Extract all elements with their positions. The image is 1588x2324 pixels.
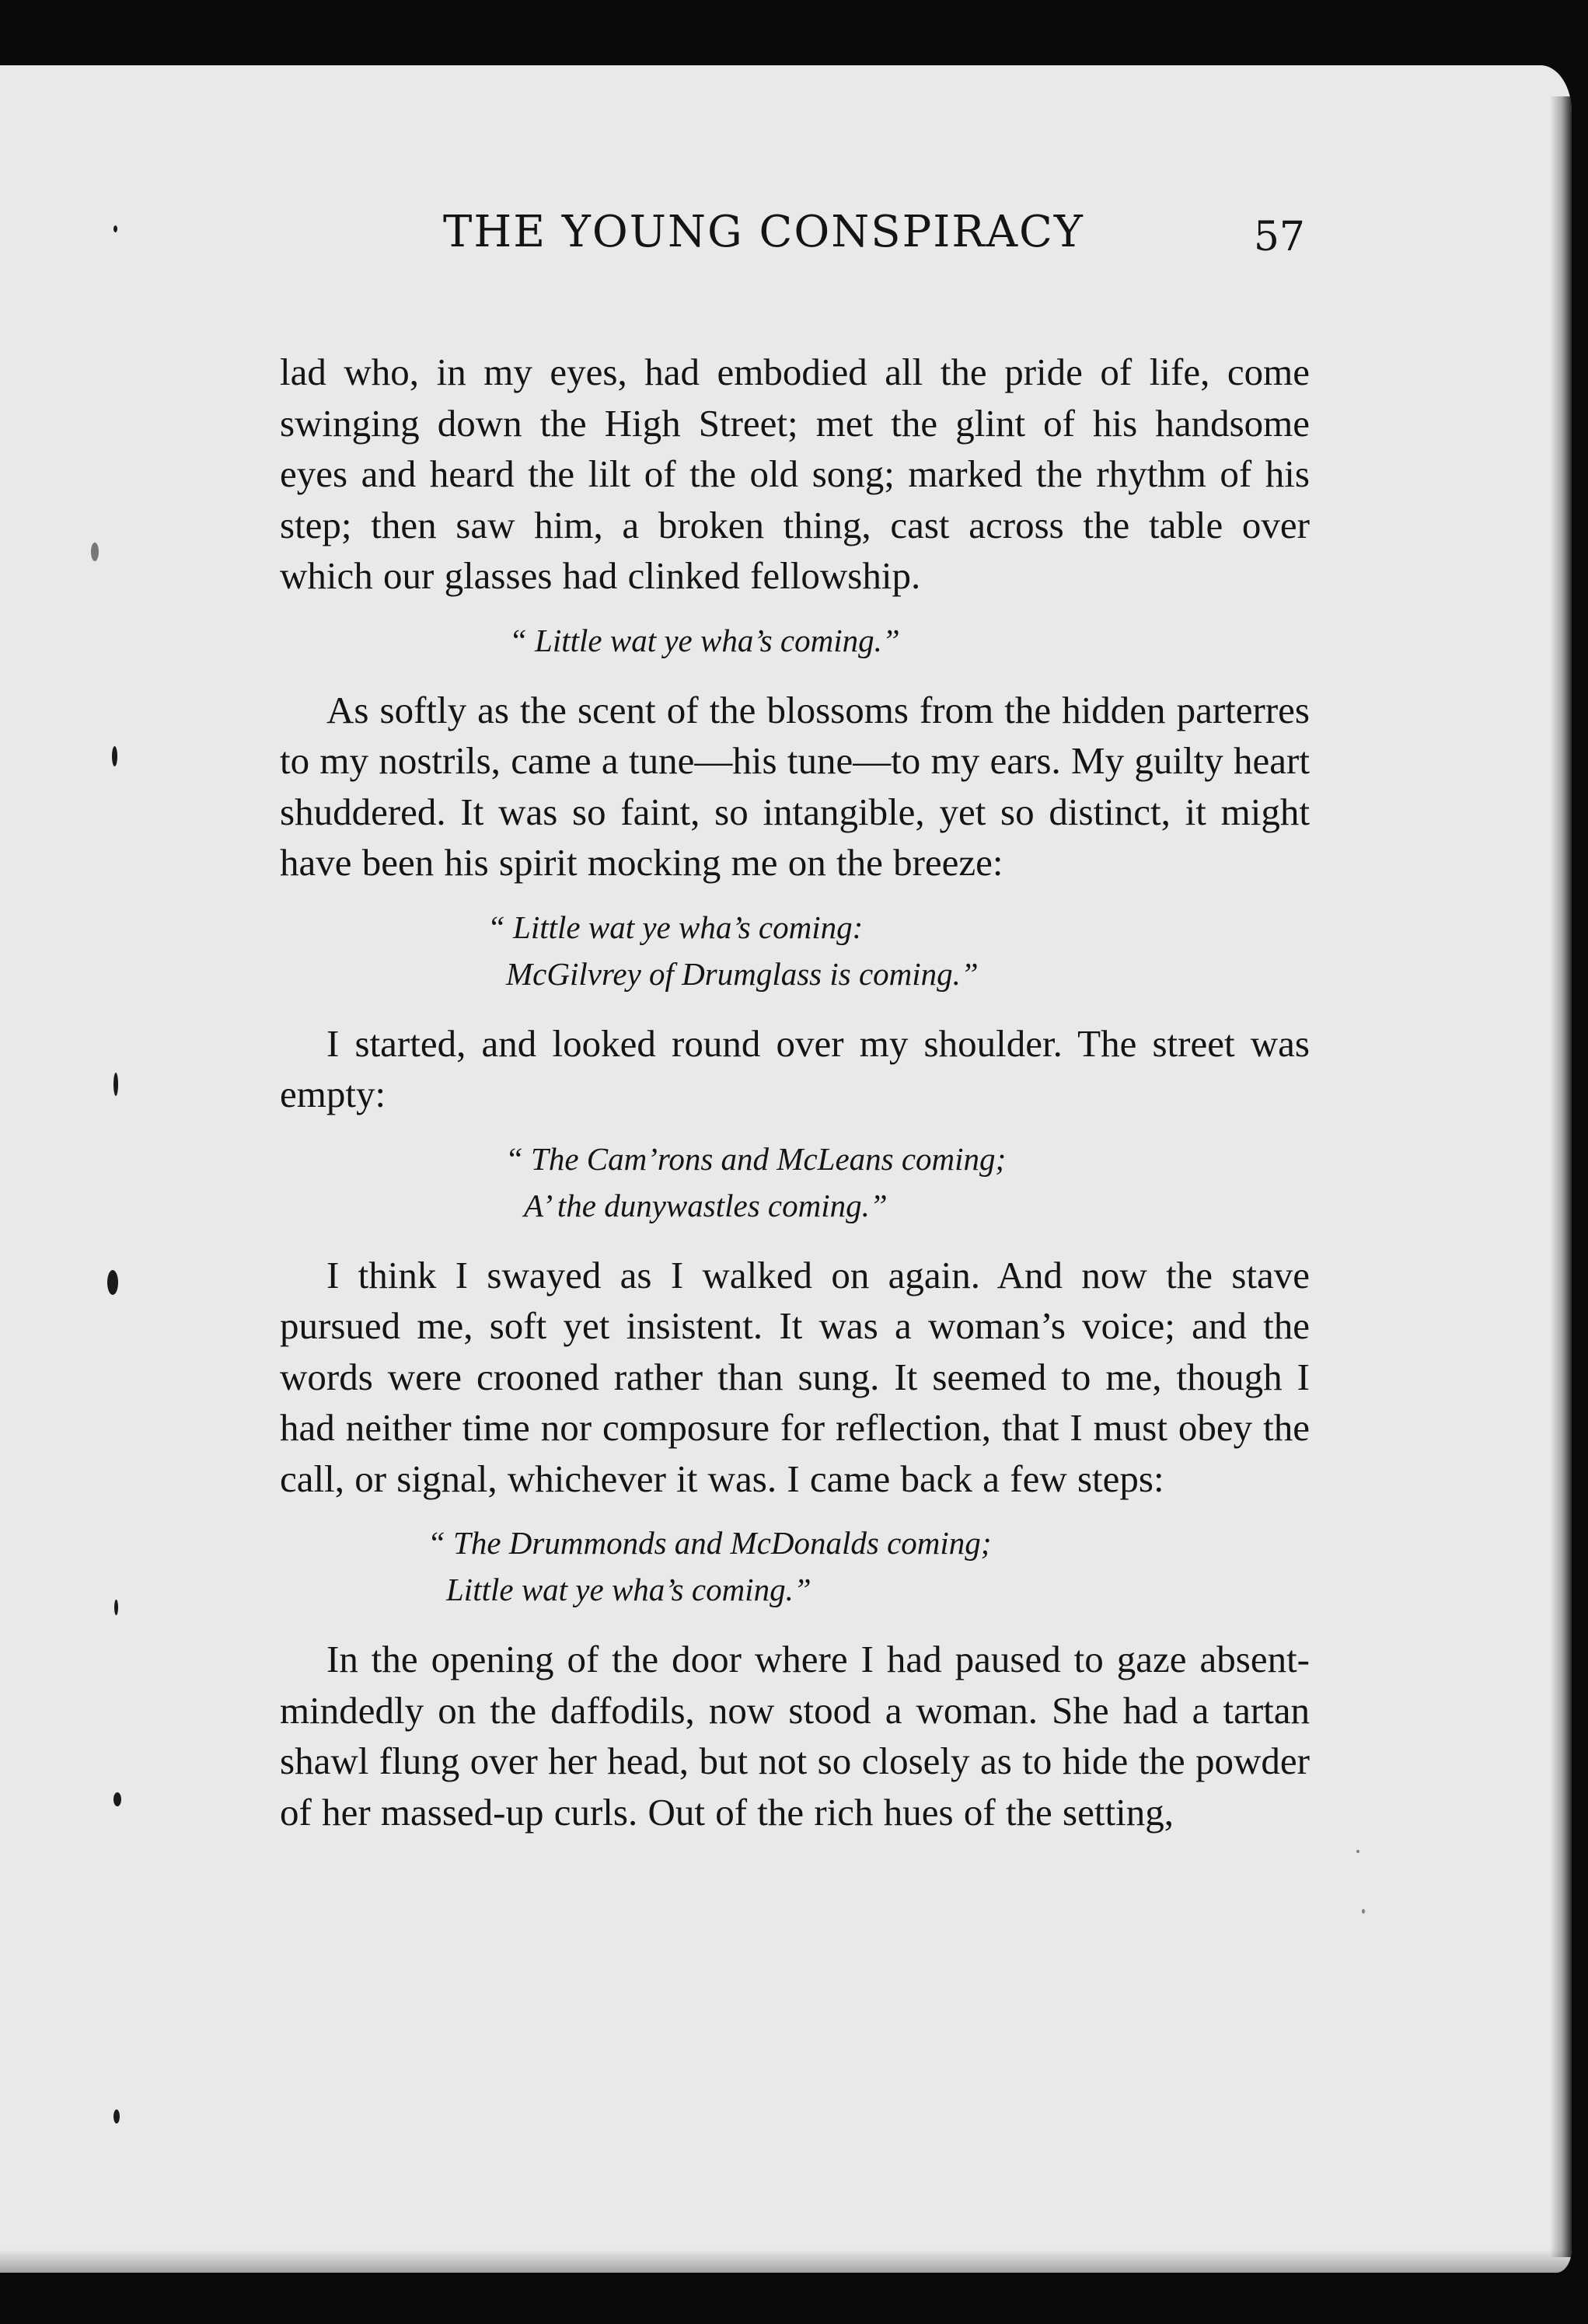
margin-speck	[112, 746, 117, 766]
verse-line: McGilvrey of Drumglass is coming.”	[506, 955, 979, 992]
verse-line: A’ the dunywastles coming.”	[524, 1187, 888, 1223]
verse-quote	[280, 617, 1310, 664]
paragraph: I think I swayed as I walked on again. And now the stave pursued me, soft yet insistent. It was a woman’s voice; and the words were crooned rather than sung. It seemed to me, though I had neither time nor composure for reflection, that I must obey the call, or signal, whichever it was. I came back a few steps:	[280, 1253, 1310, 1500]
page-edge-shadow	[1550, 96, 1572, 2257]
paragraph: lad who, in my eyes, had embodied all the pride of life, come swinging down the High Street; met the glint of his handsome eyes and heard the lilt of the old song; marked the rhythm of his step; then saw him, a broken thing, cast across the table over which our glasses had clinked fellowship.	[280, 351, 1310, 597]
margin-speck	[1356, 1850, 1359, 1853]
verse-quote	[280, 1136, 1310, 1229]
running-head	[280, 205, 1310, 260]
verse-line: “ The Cam’rons and McLeans coming;	[505, 1140, 1007, 1177]
margin-speck	[113, 1073, 118, 1096]
verse-line: “ The Drummonds and McDonalds coming;	[428, 1525, 992, 1561]
margin-speck	[113, 225, 117, 232]
paragraph: In the opening of the door where I had paused to gaze absent-mindedly on the daffodils, now stood a woman. She had a tartan shawl flung over her head, but not so closely as to hide the powder of her massed-up curls. Out of the rich hues of the setting,	[280, 1638, 1310, 1834]
margin-speck	[113, 2109, 120, 2123]
verse-quote	[280, 904, 1310, 997]
verse-line: “ Little wat ye wha’s coming.”	[509, 622, 900, 658]
margin-speck	[1362, 1909, 1365, 1914]
verse-line: Little wat ye wha’s coming.”	[446, 1572, 811, 1607]
paragraph: As softly as the scent of the blossoms from the hidden parterres to my nostrils, came a tune—his tune—to my ears. My guilty heart shuddered. It was so faint, so intangible, yet so distinct, it might have been his spirit mocking me on the breeze:	[280, 688, 1310, 884]
verse-quote	[280, 1520, 1310, 1613]
running-head-title: THE YOUNG CONSPIRACY	[443, 207, 1084, 257]
verse-line: “ Little wat ye wha’s coming:	[487, 909, 864, 945]
margin-speck	[107, 1270, 118, 1295]
body-text	[280, 347, 1310, 1837]
paragraph: I started, and looked round over my shoulder. The street was empty:	[280, 1021, 1310, 1115]
margin-speck	[113, 1792, 121, 1806]
page-number: 57	[1253, 214, 1305, 260]
margin-speck	[114, 1600, 118, 1615]
margin-speck	[91, 543, 99, 561]
page-bottom-shadow	[0, 2249, 1572, 2273]
